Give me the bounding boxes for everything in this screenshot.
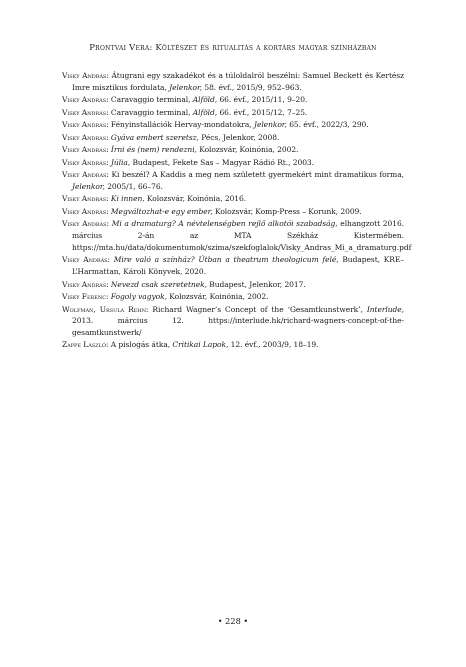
bib-text: Kolozsvár, Koinónia, 2016. <box>144 194 247 204</box>
bib-text: Kolozsvár, Koinónia, 2002. <box>196 145 299 155</box>
bib-entry: Visky András: Gyáva embert szeretsz, Pécs, Jelenkor, 2008. <box>62 132 280 142</box>
bib-entry: Zappe László: A pislogás átka, Critikai Lapok, 12. évf., 2003/9, 18–19. <box>62 340 319 350</box>
bib-title-italic: Jelenkor, <box>72 181 105 191</box>
bib-entry: Visky András: Ki innen, Kolozsvár, Koinónia, 2016. <box>62 194 247 204</box>
bib-author: Visky András <box>62 279 107 289</box>
bib-text: elhangzott 2016. március 2-án az MTA Székház Kistermében. https://mta.hu/data/dokumentumok/szima/szekfoglalok/Visky_Andras_Mi_a_dramaturg.pdf <box>72 219 412 252</box>
running-head: Prontvai Vera: Költészet és ritualitás a kortárs magyar színházban <box>89 42 377 52</box>
bib-author: Visky András <box>62 107 107 117</box>
bib-title-italic: Megváltozhat-e egy ember, <box>110 206 213 216</box>
bib-title-italic: Alföld, <box>192 95 218 105</box>
bib-text: Caravaggio terminal, <box>110 95 193 105</box>
bib-entry: Visky András: Mire való a színház? Útban a theatrum theologicum felé, Budapest, KRE–L’Harmattan, Károli Könyvek, 2020. <box>62 255 405 277</box>
bib-title-italic: Interlude, <box>366 304 405 314</box>
bib-text: 66. évf., 2015/12, 7–25. <box>217 107 308 117</box>
bib-author: Visky Ferenc <box>62 292 106 302</box>
bib-title-italic: Mi a dramaturg? A névtelenségben rejlő alkotói szabadság, <box>111 219 338 229</box>
bib-entry: Visky András: Írni és (nem) rendezni, Kolozsvár, Koinónia, 2002. <box>62 145 299 155</box>
bib-text: Átugrani egy szakadékot és a túloldalról beszélni: Samuel Beckett és Kertész Imre misztikus fordulata, <box>72 71 405 92</box>
bib-text: Caravaggio terminal, <box>110 107 193 117</box>
bib-entry: Visky András: Nevezd csak szeretetnek, Budapest, Jelenkor, 2017. <box>62 279 306 289</box>
bib-text: A pislogás átka, <box>110 340 173 350</box>
bib-author: Visky András <box>62 120 107 130</box>
bib-title-italic: Írni és (nem) rendezni, <box>110 145 197 155</box>
bib-title-italic: Nevezd csak szeretetnek, <box>110 279 207 289</box>
bib-title-italic: Critikai Lapok, <box>172 340 229 350</box>
bib-author: Visky András <box>62 95 107 105</box>
bib-text: 2013. március 12. https://interlude.hk/richard-wagners-concept-of-the-gesamtkunstwerk/ <box>72 316 404 337</box>
bib-author: Visky András <box>62 219 107 229</box>
bib-title-italic: Ki innen, <box>110 194 145 204</box>
bib-entry: Wolfman, Ursula Rehn: Richard Wagner’s Concept of the ‘Gesamtkunstwerk’, Interlude, 2013. március 12. https://interlude.hk/richard-wagners-concept-of-the-gesamtkunstwerk/ <box>62 304 405 337</box>
bib-entry: Visky András: Caravaggio terminal, Alföld, 66. évf., 2015/11, 9–20. <box>62 95 308 105</box>
bib-author: Visky András <box>62 170 107 180</box>
bib-title-italic: Júlia, <box>110 157 131 167</box>
bib-text: Kolozsvár, Komp-Press – Korunk, 2009. <box>212 206 362 216</box>
bib-text: Richard Wagner’s Concept of the ‘Gesamtkunstwerk’, <box>152 304 367 314</box>
bib-author: Visky András <box>62 132 107 142</box>
bib-author: Visky András <box>62 255 108 265</box>
bib-author: Visky András <box>62 157 107 167</box>
bib-text: Fényinstallációk Hervay-mondatokra, <box>110 120 254 130</box>
bib-entry: Visky András: Fényinstallációk Hervay-mondatokra, Jelenkor, 65. évf., 2022/3, 290. <box>62 120 369 130</box>
bib-author: Zappe László <box>62 340 106 350</box>
bib-text: Pécs, Jelenkor, 2008. <box>198 132 280 142</box>
bib-text: 66. évf., 2015/11, 9–20. <box>217 95 308 105</box>
bib-text: Kolozsvár, Koinónia, 2002. <box>166 292 269 302</box>
bib-text: Ki beszél? A Kaddis a meg nem született gyermekért mint dramatikus forma, <box>111 170 405 180</box>
folio-ornament-left: • <box>217 616 223 626</box>
bib-title-italic: Fogoly vagyok, <box>110 292 167 302</box>
bib-entry: Visky András: Megváltozhat-e egy ember, Kolozsvár, Komp-Press – Korunk, 2009. <box>62 206 362 216</box>
bib-entry: Visky András: Caravaggio terminal, Alföld, 66. évf., 2015/12, 7–25. <box>62 107 308 117</box>
bib-text: 12. évf., 2003/9, 18–19. <box>228 340 319 350</box>
bib-title-italic: Gyáva embert szeretsz, <box>110 132 199 142</box>
bib-entry: Visky András: Átugrani egy szakadékot és a túloldalról beszélni: Samuel Beckett és Kertész Imre misztikus fordulata, Jelenkor, 58. évf., 2015/9, 952–963. <box>62 71 405 92</box>
bib-author: Visky András <box>62 206 107 216</box>
bib-text: Budapest, Fekete Sas – Magyar Rádió Rt., 2003. <box>130 157 314 167</box>
bib-entry: Visky András: Mi a dramaturg? A névtelenségben rejlő alkotói szabadság, elhangzott 2016. március 2-án az MTA Székház Kistermében. https://mta.hu/data/dokumentumok/szima/szekfoglalok/Visky_Andras_Mi_a_dramaturg.pdf <box>62 219 412 252</box>
bib-text: 65. évf., 2022/3, 290. <box>286 120 369 130</box>
bib-title-italic: Jelenkor, <box>169 82 203 92</box>
bib-author: Visky András <box>62 145 107 155</box>
bib-author: Wolfman, Ursula Rehn <box>62 304 146 314</box>
bib-text: Budapest, Jelenkor, 2017. <box>206 279 306 289</box>
bib-entry: Visky András: Ki beszél? A Kaddis a meg nem született gyermekért mint dramatikus forma, Jelenkor, 2005/1, 66–76. <box>62 170 405 191</box>
bib-title-italic: Mire való a színház? Útban a theatrum theologicum felé, <box>113 255 339 265</box>
bib-title-italic: Jelenkor, <box>253 120 287 130</box>
bib-entry: Visky András: Júlia, Budapest, Fekete Sas – Magyar Rádió Rt., 2003. <box>62 157 314 167</box>
page-number: 228 <box>225 616 241 626</box>
bib-author: Visky András <box>62 71 107 80</box>
bib-entry: Visky Ferenc: Fogoly vagyok, Kolozsvár, Koinónia, 2002. <box>62 292 269 302</box>
bib-author: Visky András <box>62 194 107 204</box>
bib-title-italic: Alföld, <box>192 107 218 117</box>
bib-text: Budapest, KRE–L’Harmattan, Károli Könyvek, 2020. <box>72 255 405 277</box>
page-folio <box>0 616 466 626</box>
bib-text: 2005/1, 66–76. <box>104 181 163 191</box>
bib-text: 58. évf., 2015/9, 952–963. <box>202 82 302 92</box>
bibliography-list <box>62 70 412 352</box>
folio-ornament-right: • <box>243 616 249 626</box>
